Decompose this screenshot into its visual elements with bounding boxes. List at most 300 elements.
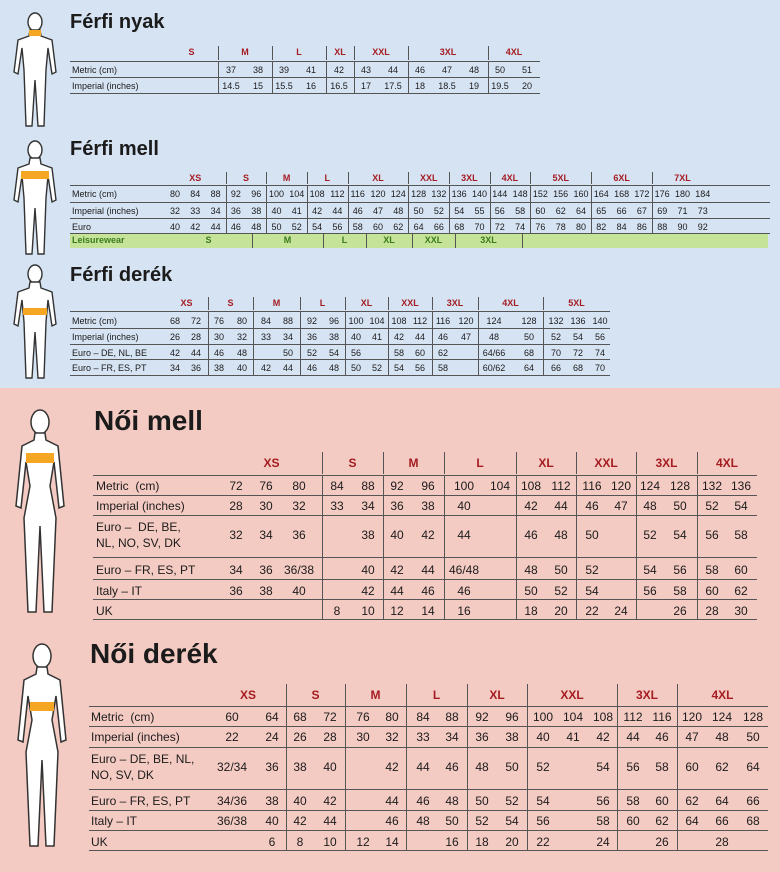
column-divider bbox=[444, 475, 445, 619]
table-cell: 33 bbox=[330, 499, 344, 513]
column-divider bbox=[345, 706, 346, 850]
row-divider bbox=[70, 61, 540, 62]
table-cell: 90 bbox=[677, 222, 688, 232]
table-cell: 24 bbox=[265, 730, 279, 744]
table-cell: 14 bbox=[421, 604, 435, 618]
table-cell: 52 bbox=[705, 499, 719, 513]
table-cell: 56 bbox=[350, 348, 361, 358]
table-cell: 108 bbox=[520, 479, 542, 493]
female-figure-waist-icon bbox=[14, 640, 70, 850]
table-cell: 40 bbox=[236, 363, 247, 373]
table-cell: 16 bbox=[445, 835, 459, 849]
table-cell: 38 bbox=[265, 794, 279, 808]
table-cell: 8 bbox=[296, 835, 304, 849]
column-divider bbox=[300, 297, 301, 310]
table-cell: 76 bbox=[535, 222, 546, 232]
table-cell: 34 bbox=[169, 363, 180, 373]
table-cell: 58 bbox=[655, 760, 669, 774]
size-header: 6XL bbox=[613, 173, 630, 183]
table-cell: 50 bbox=[494, 65, 505, 75]
table-cell: 46 bbox=[414, 65, 425, 75]
table-cell: 54 bbox=[585, 584, 599, 598]
column-divider bbox=[348, 185, 349, 233]
table-cell: 58 bbox=[626, 794, 640, 808]
table-cell: 48 bbox=[715, 730, 729, 744]
table-cell: 52 bbox=[554, 584, 568, 598]
table-cell: 58 bbox=[596, 814, 610, 828]
column-divider bbox=[354, 61, 355, 93]
table-cell: 60 bbox=[685, 760, 699, 774]
table-cell: 67 bbox=[636, 206, 647, 216]
column-divider bbox=[307, 172, 308, 184]
table-cell: 38 bbox=[252, 65, 263, 75]
table-cell: 54 bbox=[312, 222, 323, 232]
column-divider bbox=[522, 234, 523, 248]
size-header: M bbox=[272, 298, 281, 308]
table-cell: 44 bbox=[387, 65, 398, 75]
row-divider bbox=[70, 344, 610, 345]
table-cell: 56 bbox=[414, 363, 425, 373]
table-cell: 44 bbox=[626, 730, 640, 744]
table-cell: 50 bbox=[673, 499, 687, 513]
table-cell: 37 bbox=[225, 65, 236, 75]
column-divider bbox=[272, 61, 273, 93]
table-cell: 92 bbox=[697, 222, 708, 232]
table-cell: 50 bbox=[524, 584, 538, 598]
column-divider bbox=[383, 475, 384, 619]
table-cell: 38 bbox=[293, 760, 307, 774]
table-cell: 56 bbox=[536, 814, 550, 828]
table-cell: 76 bbox=[356, 710, 370, 724]
column-divider bbox=[388, 311, 389, 375]
column-divider bbox=[576, 452, 577, 474]
table-cell: 124 bbox=[390, 189, 406, 199]
table-cell: 38 bbox=[505, 730, 519, 744]
table-cell: 88 bbox=[657, 222, 668, 232]
row-label: Euro – DE, BE, NL, NO, SV, DK bbox=[91, 752, 195, 782]
table-cell: 24 bbox=[596, 835, 610, 849]
table-cell: 42 bbox=[260, 363, 271, 373]
row-divider bbox=[70, 185, 770, 186]
table-cell: 120 bbox=[681, 710, 703, 724]
table-cell: 132 bbox=[548, 316, 564, 326]
table-cell: 38 bbox=[421, 499, 435, 513]
table-cell: 52 bbox=[433, 206, 444, 216]
table-cell: 52 bbox=[505, 794, 519, 808]
table-cell: 62 bbox=[655, 814, 669, 828]
table-cell: 46 bbox=[457, 584, 471, 598]
table-cell: 92 bbox=[390, 479, 404, 493]
table-cell: 50 bbox=[350, 363, 361, 373]
table-cell: 26 bbox=[655, 835, 669, 849]
row-label: Imperial (inches) bbox=[91, 730, 180, 744]
table-cell: 42 bbox=[390, 563, 404, 577]
row-label: UK bbox=[96, 604, 113, 618]
table-cell: 26 bbox=[673, 604, 687, 618]
column-divider bbox=[697, 475, 698, 619]
column-divider bbox=[617, 684, 618, 706]
table-cell: 46 bbox=[230, 222, 241, 232]
table-cell: 56 bbox=[596, 794, 610, 808]
table-cell: 92 bbox=[306, 316, 317, 326]
table-cell: 40 bbox=[169, 222, 180, 232]
column-divider bbox=[208, 311, 209, 375]
table-cell: 120 bbox=[370, 189, 386, 199]
table-cell: 15.5 bbox=[275, 81, 293, 91]
size-header: 4XL bbox=[505, 47, 523, 57]
table-cell: 20 bbox=[554, 604, 568, 618]
table-cell: 52 bbox=[306, 348, 317, 358]
table-cell: 80 bbox=[385, 710, 399, 724]
table-cell: 128 bbox=[411, 189, 427, 199]
table-cell: 58 bbox=[673, 584, 687, 598]
size-header: S bbox=[311, 688, 320, 702]
table-cell: 54 bbox=[596, 760, 610, 774]
table-cell: 96 bbox=[251, 189, 262, 199]
table-cell: 36 bbox=[190, 363, 201, 373]
table-cell: 50 bbox=[271, 222, 282, 232]
table-cell: 41 bbox=[371, 332, 382, 342]
table-cell: 80 bbox=[575, 222, 586, 232]
table-cell: 104 bbox=[489, 479, 511, 493]
row-label: Imperial (inches) bbox=[72, 206, 139, 216]
table-cell: 68 bbox=[523, 348, 534, 358]
size-header: XXL bbox=[419, 173, 438, 183]
table-cell: 54 bbox=[328, 348, 339, 358]
table-cell: 33 bbox=[260, 332, 271, 342]
table-cell: 112 bbox=[551, 479, 571, 493]
table-cell: 180 bbox=[674, 189, 690, 199]
column-divider bbox=[272, 46, 273, 60]
table-cell: 52 bbox=[291, 222, 302, 232]
row-divider bbox=[93, 619, 757, 620]
table-cell: 68 bbox=[293, 710, 307, 724]
table-cell: 140 bbox=[471, 189, 487, 199]
column-divider bbox=[286, 684, 287, 706]
table-cell: 84 bbox=[616, 222, 627, 232]
row-divider bbox=[70, 359, 610, 360]
table-cell: 44 bbox=[332, 206, 343, 216]
table-cell: 62 bbox=[715, 760, 729, 774]
table-cell: 100 bbox=[453, 479, 475, 493]
table-cell: 36 bbox=[230, 206, 241, 216]
table-cell: 76 bbox=[259, 479, 273, 493]
column-divider bbox=[366, 234, 367, 248]
table-cell: 68 bbox=[169, 316, 180, 326]
column-divider bbox=[543, 311, 544, 375]
table-cell: 70 bbox=[474, 222, 485, 232]
size-header: XL bbox=[489, 688, 505, 702]
table-cell: 28 bbox=[323, 730, 337, 744]
table-cell: 144 bbox=[492, 189, 508, 199]
row-label: Imperial (inches) bbox=[96, 499, 185, 513]
size-header: M bbox=[282, 173, 291, 183]
row-label: Metric (cm) bbox=[72, 189, 117, 199]
table-cell: 168 bbox=[614, 189, 630, 199]
table-cell: 52 bbox=[371, 363, 382, 373]
column-divider bbox=[286, 706, 287, 850]
size-header: 3XL bbox=[446, 298, 464, 308]
column-divider bbox=[488, 61, 489, 93]
row-divider bbox=[93, 579, 757, 580]
table-cell: 52 bbox=[536, 760, 550, 774]
column-divider bbox=[345, 684, 346, 706]
column-divider bbox=[300, 311, 301, 375]
table-cell: 116 bbox=[582, 479, 602, 493]
table-cell: 60 bbox=[414, 348, 425, 358]
column-divider bbox=[516, 475, 517, 619]
table-cell: 128 bbox=[521, 316, 537, 326]
table-cell: 10 bbox=[323, 835, 337, 849]
table-cell: 66 bbox=[746, 794, 760, 808]
table-cell: 44 bbox=[282, 363, 293, 373]
table-cell: 41 bbox=[305, 65, 316, 75]
table-cell: 47 bbox=[372, 206, 383, 216]
column-divider bbox=[677, 706, 678, 850]
table-cell: 34/36 bbox=[217, 794, 248, 808]
column-divider bbox=[591, 172, 592, 184]
size-header: L bbox=[319, 298, 326, 308]
table-cell: 20 bbox=[505, 835, 519, 849]
table-cell: 56 bbox=[494, 206, 505, 216]
table-cell: 46 bbox=[306, 363, 317, 373]
row-label: Euro bbox=[72, 222, 92, 232]
table-cell: 46 bbox=[445, 760, 459, 774]
table-cell: 48 bbox=[554, 528, 568, 542]
table-cell: 46/48 bbox=[449, 563, 480, 577]
table-cell: 66 bbox=[715, 814, 729, 828]
column-divider bbox=[636, 475, 637, 619]
table-cell: 44 bbox=[414, 332, 425, 342]
column-divider bbox=[576, 475, 577, 619]
table-cell: 92 bbox=[475, 710, 489, 724]
table-cell: 120 bbox=[610, 479, 632, 493]
column-divider bbox=[488, 46, 489, 60]
size-header: XL bbox=[334, 47, 346, 57]
column-divider bbox=[652, 185, 653, 233]
table-cell: 60 bbox=[372, 222, 383, 232]
female-figure-chest-icon bbox=[12, 406, 68, 616]
table-cell: 48 bbox=[393, 206, 404, 216]
table-cell: 40 bbox=[390, 528, 404, 542]
table-cell: 38 bbox=[259, 584, 273, 598]
table-cell: 64 bbox=[746, 760, 760, 774]
table-cell: 36 bbox=[229, 584, 243, 598]
table-cell: 46 bbox=[524, 528, 538, 542]
table-cell: 40 bbox=[271, 206, 282, 216]
ferfi-mell-title: Férfi mell bbox=[70, 138, 159, 160]
column-divider bbox=[432, 311, 433, 375]
table-cell: 60 bbox=[225, 710, 239, 724]
size-header: L bbox=[296, 47, 302, 57]
table-cell: 112 bbox=[412, 316, 428, 326]
table-cell: 33 bbox=[416, 730, 430, 744]
table-cell: 44 bbox=[385, 794, 399, 808]
table-cell: 34 bbox=[361, 499, 375, 513]
table-cell: 36 bbox=[390, 499, 404, 513]
table-cell: 40 bbox=[323, 760, 337, 774]
size-header: L bbox=[324, 173, 330, 183]
table-cell: 88 bbox=[282, 316, 293, 326]
table-cell: 36/38 bbox=[217, 814, 248, 828]
table-cell: 66 bbox=[550, 363, 561, 373]
table-cell: 41 bbox=[291, 206, 302, 216]
table-cell: 116 bbox=[652, 710, 672, 724]
table-cell: 48 bbox=[236, 348, 247, 358]
row-label: Metric (cm) bbox=[96, 479, 160, 493]
table-cell: 47 bbox=[685, 730, 699, 744]
column-divider bbox=[455, 234, 456, 248]
table-cell: 42 bbox=[524, 499, 538, 513]
table-cell: 172 bbox=[634, 189, 650, 199]
table-cell: 40 bbox=[457, 499, 471, 513]
table-cell: 42 bbox=[333, 65, 344, 75]
ferfi-nyak-title: Férfi nyak bbox=[70, 11, 165, 33]
table-cell: 64 bbox=[715, 794, 729, 808]
column-divider bbox=[323, 234, 324, 248]
table-cell: 48 bbox=[475, 760, 489, 774]
table-cell: 112 bbox=[623, 710, 643, 724]
row-divider bbox=[89, 747, 768, 748]
table-cell: 40 bbox=[292, 584, 306, 598]
table-cell: 136 bbox=[730, 479, 752, 493]
size-header: 5XL bbox=[568, 298, 585, 308]
table-cell: 84 bbox=[260, 316, 271, 326]
male-figure-waist-icon bbox=[10, 262, 60, 380]
table-cell: 58 bbox=[734, 528, 748, 542]
table-cell: 80 bbox=[236, 316, 247, 326]
leisurewear-size: XXL bbox=[424, 235, 443, 245]
size-header: 4XL bbox=[711, 688, 734, 702]
row-label: Metric (cm) bbox=[72, 65, 117, 75]
size-header: L bbox=[432, 688, 441, 702]
table-cell: 176 bbox=[654, 189, 670, 199]
size-header: XL bbox=[372, 173, 384, 183]
table-cell: 34 bbox=[210, 206, 221, 216]
leisurewear-label: Leisurewear bbox=[72, 235, 125, 245]
table-cell: 68 bbox=[454, 222, 465, 232]
table-cell: 96 bbox=[505, 710, 519, 724]
table-cell: 16 bbox=[457, 604, 471, 618]
leisurewear-size: L bbox=[341, 235, 348, 245]
column-divider bbox=[345, 311, 346, 375]
column-divider bbox=[388, 297, 389, 310]
table-cell: 44 bbox=[457, 528, 471, 542]
column-divider bbox=[408, 46, 409, 60]
table-cell: 30 bbox=[213, 332, 224, 342]
table-cell: 50 bbox=[413, 206, 424, 216]
table-cell: 36 bbox=[306, 332, 317, 342]
size-header: XS bbox=[263, 456, 280, 470]
size-header: S bbox=[348, 456, 357, 470]
table-cell: 116 bbox=[435, 316, 451, 326]
table-cell: 54 bbox=[572, 332, 583, 342]
size-header: 3XL bbox=[655, 456, 678, 470]
column-divider bbox=[266, 172, 267, 184]
table-cell: 36 bbox=[265, 760, 279, 774]
table-cell: 164 bbox=[593, 189, 609, 199]
table-cell: 84 bbox=[416, 710, 430, 724]
table-cell: 34 bbox=[259, 528, 273, 542]
table-cell: 62 bbox=[437, 348, 448, 358]
row-divider bbox=[70, 202, 770, 203]
column-divider bbox=[406, 706, 407, 850]
table-cell: 46 bbox=[585, 499, 599, 513]
column-divider bbox=[252, 234, 253, 248]
size-header: XXL bbox=[594, 456, 618, 470]
table-cell: 28 bbox=[715, 835, 729, 849]
table-cell: 86 bbox=[636, 222, 647, 232]
table-cell: 74 bbox=[515, 222, 526, 232]
table-cell: 54 bbox=[536, 794, 550, 808]
column-divider bbox=[253, 297, 254, 310]
table-cell: 10 bbox=[361, 604, 375, 618]
column-divider bbox=[636, 452, 637, 474]
column-divider bbox=[408, 172, 409, 184]
table-cell: 58 bbox=[437, 363, 448, 373]
table-cell: 88 bbox=[361, 479, 375, 493]
column-divider bbox=[266, 185, 267, 233]
table-cell: 50 bbox=[554, 563, 568, 577]
column-divider bbox=[408, 61, 409, 93]
column-divider bbox=[406, 684, 407, 706]
size-header: XS bbox=[180, 298, 193, 308]
table-cell: 18 bbox=[524, 604, 538, 618]
table-cell: 136 bbox=[451, 189, 467, 199]
table-cell: 96 bbox=[421, 479, 435, 493]
table-cell: 42 bbox=[596, 730, 610, 744]
table-cell: 22 bbox=[536, 835, 550, 849]
table-cell: 36/38 bbox=[284, 563, 315, 577]
table-cell: 156 bbox=[553, 189, 569, 199]
row-divider bbox=[70, 328, 610, 329]
table-cell: 17 bbox=[360, 81, 371, 91]
row-divider bbox=[93, 495, 757, 496]
table-cell: 72 bbox=[229, 479, 243, 493]
table-cell: 56 bbox=[673, 563, 687, 577]
table-cell: 34 bbox=[229, 563, 243, 577]
table-cell: 148 bbox=[512, 189, 528, 199]
size-header: 4XL bbox=[715, 456, 738, 470]
table-cell: 60 bbox=[705, 584, 719, 598]
row-label: Euro – FR, ES, PT bbox=[91, 794, 191, 808]
table-cell: 40 bbox=[361, 563, 375, 577]
table-cell: 62 bbox=[555, 206, 566, 216]
table-cell: 44 bbox=[210, 222, 221, 232]
table-cell: 50 bbox=[746, 730, 760, 744]
table-cell: 26 bbox=[169, 332, 180, 342]
table-cell: 34 bbox=[282, 332, 293, 342]
table-cell: 72 bbox=[190, 316, 201, 326]
row-divider bbox=[70, 218, 770, 219]
table-cell: 55 bbox=[474, 206, 485, 216]
table-cell: 64 bbox=[685, 814, 699, 828]
table-cell: 18 bbox=[475, 835, 489, 849]
table-cell: 140 bbox=[592, 316, 608, 326]
table-cell: 48 bbox=[445, 794, 459, 808]
table-cell: 44 bbox=[323, 814, 337, 828]
table-cell: 50 bbox=[445, 814, 459, 828]
table-cell: 60 bbox=[734, 563, 748, 577]
column-divider bbox=[490, 172, 491, 184]
size-header: S bbox=[188, 47, 195, 57]
table-cell: 128 bbox=[669, 479, 691, 493]
row-divider bbox=[70, 93, 540, 94]
column-divider bbox=[326, 46, 327, 60]
table-cell: 108 bbox=[309, 189, 325, 199]
column-divider bbox=[677, 684, 678, 706]
row-divider bbox=[93, 557, 757, 558]
